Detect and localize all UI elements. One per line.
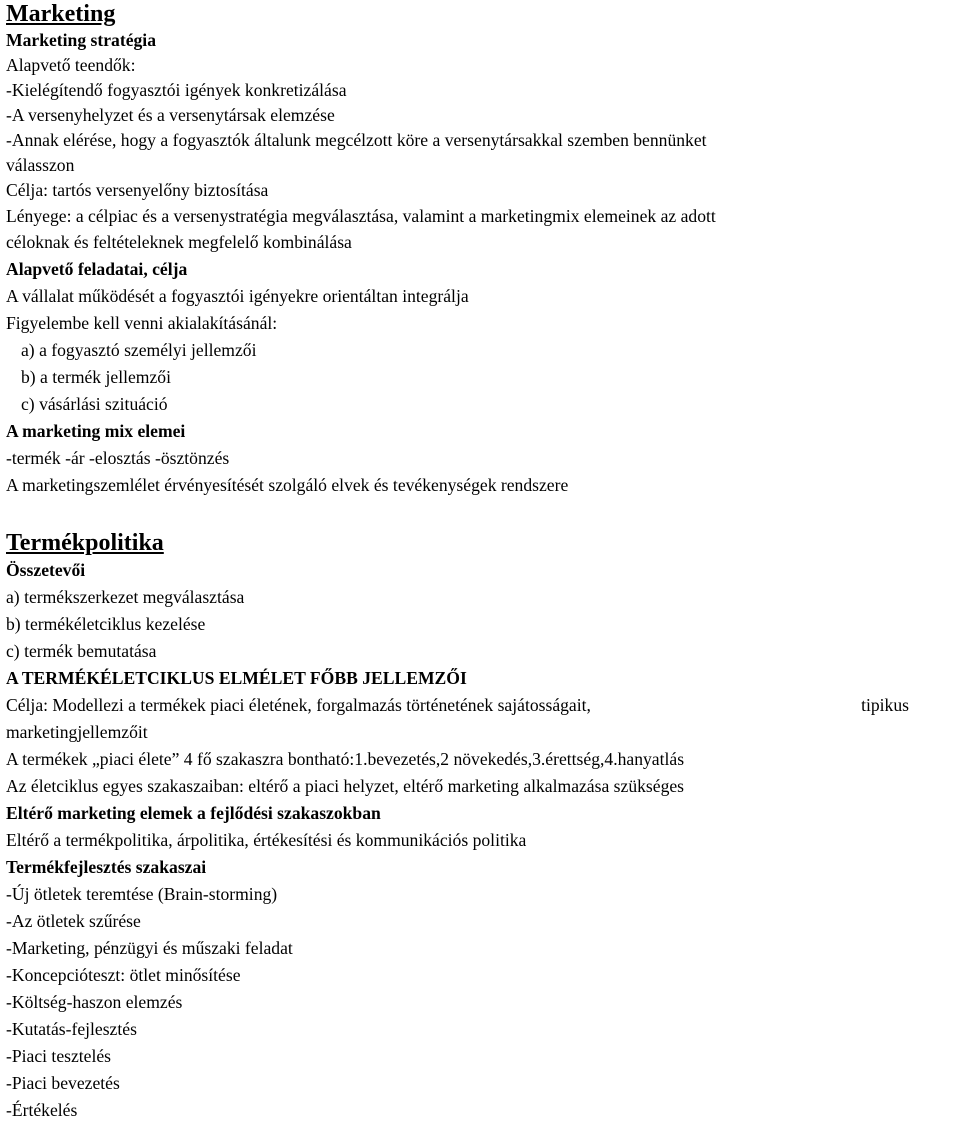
text-line: -A versenyhelyzet és a versenytársak elemzése	[6, 105, 335, 125]
heading-lifecycle-theory: A TERMÉKÉLETCIKLUS ELMÉLET FŐBB JELLEMZŐI	[6, 668, 467, 688]
list-item: -Piaci bevezetés	[6, 1073, 120, 1093]
list-item: -Az ötletek szűrése	[6, 911, 141, 931]
heading-basic-tasks: Alapvető feladatai, célja	[6, 259, 188, 279]
text-line: A termékek „piaci élete” 4 fő szakaszra bontható:1.bevezetés,2 növekedés,3.érettség,4.hanyatlás	[6, 749, 685, 769]
heading-development-stages: Termékfejlesztés szakaszai	[6, 857, 207, 877]
list-item: -Koncepcióteszt: ötlet minősítése	[6, 965, 241, 985]
list-item: b) a termék jellemzői	[21, 367, 171, 387]
text-line: A vállalat működését a fogyasztói igényekre orientáltan integrálja	[6, 286, 469, 306]
list-item: -Kutatás-fejlesztés	[6, 1019, 137, 1039]
text-line: céloknak és feltételeknek megfelelő kombinálása	[6, 232, 352, 252]
list-item: -Marketing, pénzügyi és műszaki feladat	[6, 938, 293, 958]
text-line: válasszon	[6, 155, 75, 175]
text-line: A marketingszemlélet érvényesítését szolgáló elvek és tevékenységek rendszere	[6, 475, 569, 495]
text-segment: tipikus	[861, 695, 909, 715]
list-item: c) termék bemutatása	[6, 641, 157, 661]
text-segment: Célja: Modellezi a termékek piaci életének, forgalmazás történetének sajátosságait,	[6, 695, 591, 715]
text-line: Lényege: a célpiac és a versenystratégia megválasztása, valamint a marketingmix elemeinek az adott	[6, 206, 716, 226]
text-line: marketingjellemzőit	[6, 722, 148, 742]
heading-marketing-mix: A marketing mix elemei	[6, 421, 186, 441]
list-item: -Új ötletek teremtése (Brain-storming)	[6, 884, 278, 904]
text-line: Célja: tartós versenyelőny biztosítása	[6, 180, 269, 200]
heading-components: Összetevői	[6, 560, 86, 580]
section-gap	[6, 499, 960, 529]
text-line: Az életciklus egyes szakaszaiban: eltérő a piaci helyzet, eltérő marketing alkalmazása szükséges	[6, 776, 685, 796]
list-item: c) vásárlási szituáció	[21, 394, 168, 414]
list-item: -Értékelés	[6, 1100, 78, 1120]
heading-different-elements: Eltérő marketing elemek a fejlődési szakaszokban	[6, 803, 381, 823]
section-title-product-policy: Termékpolitika	[6, 530, 164, 556]
list-item: -Költség-haszon elemzés	[6, 992, 183, 1012]
list-item: b) termékéletciklus kezelése	[6, 614, 206, 634]
section-title-marketing: Marketing	[6, 1, 116, 27]
text-line: Figyelembe kell venni akialakításánál:	[6, 313, 278, 333]
text-line: Eltérő a termékpolitika, árpolitika, értékesítési és kommunikációs politika	[6, 830, 527, 850]
list-item: -Piaci tesztelés	[6, 1046, 112, 1066]
text-line: -Annak elérése, hogy a fogyasztók általunk megcélzott köre a versenytársakkal szemben bennünket	[6, 130, 707, 150]
list-item: a) a fogyasztó személyi jellemzői	[21, 340, 257, 360]
text-line: -Kielégítendő fogyasztói igények konkretizálása	[6, 80, 347, 100]
list-item: a) termékszerkezet megválasztása	[6, 587, 245, 607]
text-line: -termék -ár -elosztás -ösztönzés	[6, 448, 230, 468]
subtitle-marketing-strategy: Marketing stratégia	[6, 30, 156, 50]
text-line: Alapvető teendők:	[6, 55, 136, 75]
text-line	[6, 692, 909, 719]
